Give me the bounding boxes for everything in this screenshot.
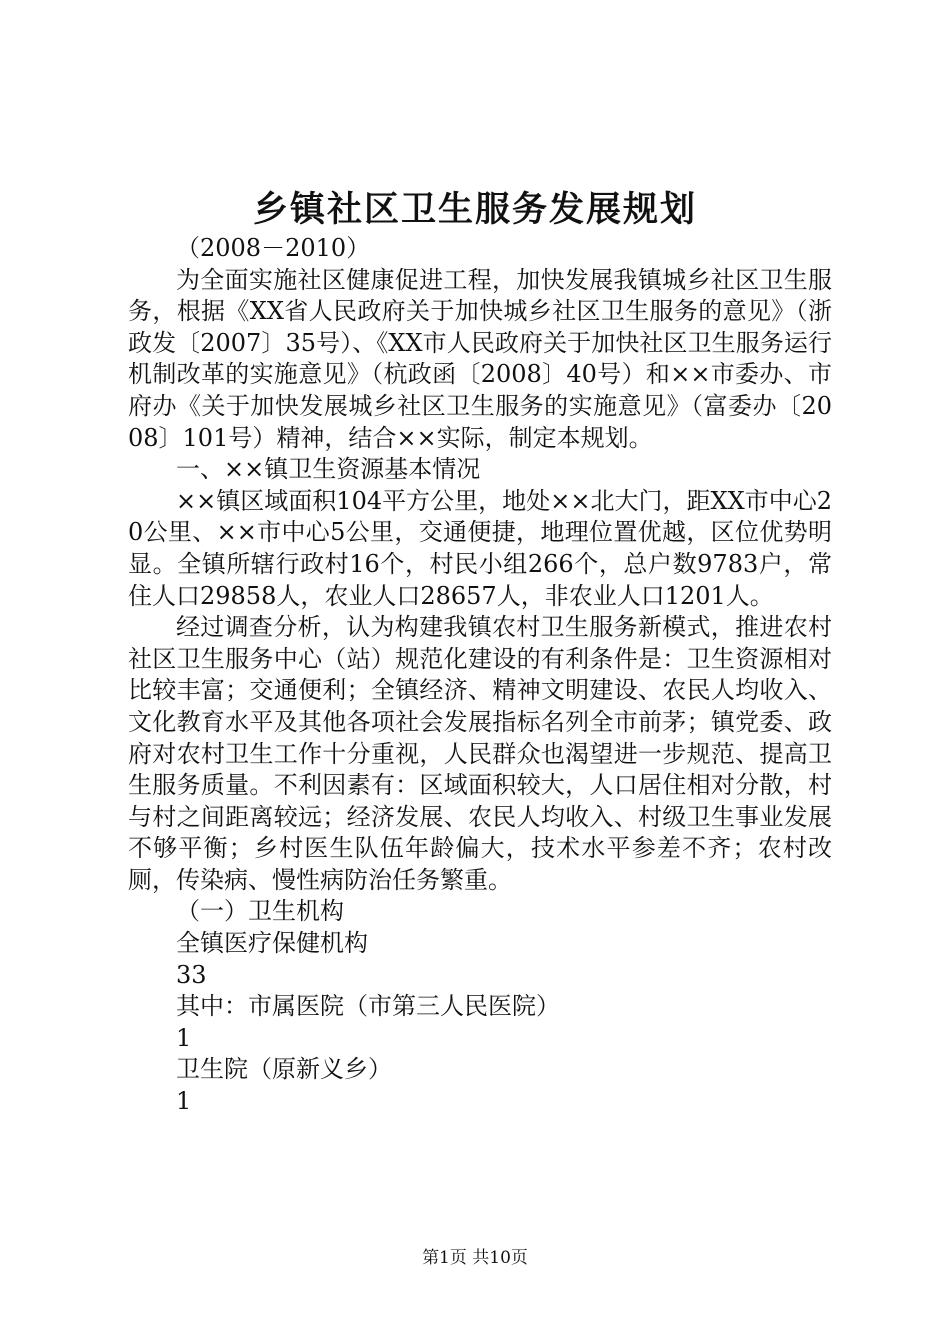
section-heading-1: 一、××镇卫生资源基本情况: [176, 455, 481, 484]
paragraph-intro: 为全面实施社区健康促进工程，加快发展我镇城乡社区卫生服务，根据《XX省人民政府关于加快城乡社区卫生服务的意见》（浙政发〔2007〕35号）、《XX市人民政府关于加快社区卫生服务运行机制改革的实施意见》（杭政函〔2008〕40号）和××市委办、市府办《关于加快发展城乡社区卫生服务的实施意见》（富委办〔2008〕101号）精神，结合××实际，制定本规划。: [128, 265, 832, 452]
document-years: （2008－2010）: [176, 234, 371, 262]
list-item: 全镇医疗保健机构: [176, 929, 368, 958]
document-body: [128, 233, 832, 1118]
list-item: 卫生院（原新义乡）: [176, 1055, 392, 1084]
paragraph-overview: ××镇区域面积104平方公里，地处××北大门，距XX市中心20公里、××市中心5公里，交通便捷，地理位置优越，区位优势明显。全镇所辖行政村16个，村民小组266个，总户数9783户，常住人口29858人，农业人口28657人，非农业人口1201人。: [128, 486, 832, 610]
list-item: 其中：市属医院（市第三人民医院）: [176, 992, 560, 1021]
subsection-heading: （一）卫生机构: [176, 897, 344, 926]
document-title: 乡镇社区卫生服务发展规划: [252, 189, 697, 230]
list-item: 1: [176, 1087, 192, 1116]
list-item: 1: [176, 1023, 192, 1052]
list-item: 33: [176, 960, 207, 989]
paragraph-analysis: 经过调查分析，认为构建我镇农村卫生服务新模式，推进农村社区卫生服务中心（站）规范化建设的有利条件是：卫生资源相对比较丰富；交通便利；全镇经济、精神文明建设、农民人均收入、文化教育水平及其他各项社会发展指标名列全市前茅；镇党委、政府对农村卫生工作十分重视，人民群众也渴望进一步规范、提高卫生服务质量。不利因素有：区域面积较大，人口居住相对分散，村与村之间距离较远；经济发展、农民人均收入、村级卫生事业发展不够平衡；乡村医生队伍年龄偏大，技术水平参差不齐；农村改厕，传染病、慢性病防治任务繁重。: [128, 613, 832, 894]
page-number: 第1页 共10页: [422, 1248, 528, 1268]
